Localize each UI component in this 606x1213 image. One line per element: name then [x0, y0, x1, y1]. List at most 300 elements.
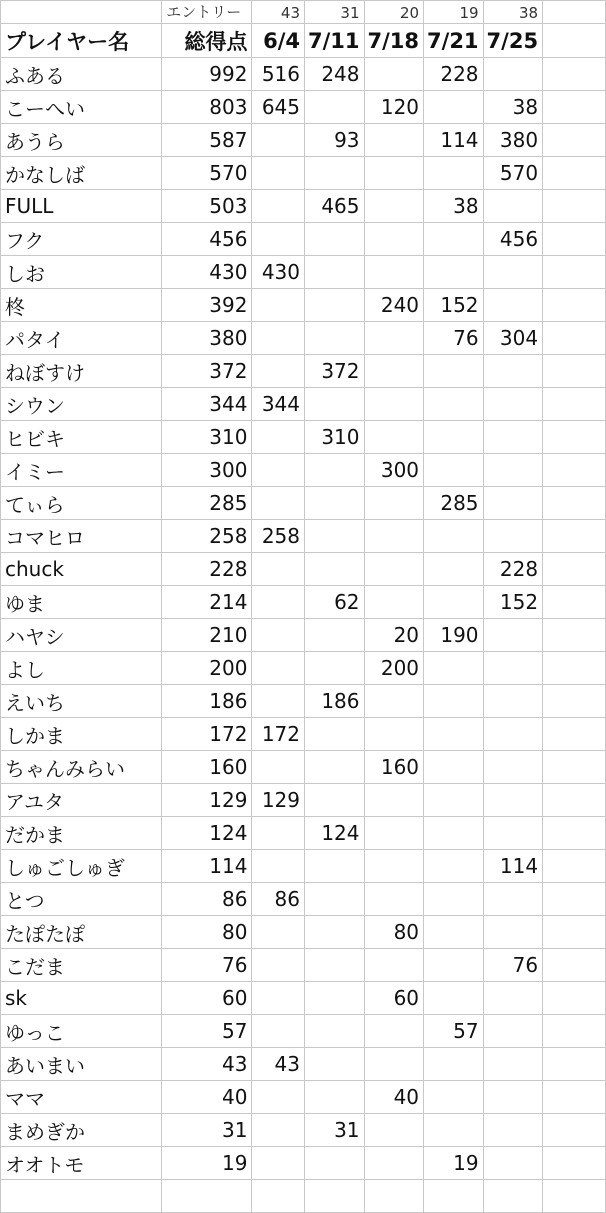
cell[interactable]: [543, 949, 606, 982]
total-score-cell[interactable]: 114: [162, 850, 252, 883]
score-cell[interactable]: [424, 817, 484, 850]
score-cell[interactable]: [364, 388, 424, 421]
player-name-cell[interactable]: まめぎか: [1, 1114, 162, 1147]
total-score-cell[interactable]: [162, 1180, 252, 1213]
total-score-cell[interactable]: 76: [162, 949, 252, 982]
score-cell[interactable]: [483, 487, 543, 520]
score-cell[interactable]: [305, 322, 365, 355]
score-cell[interactable]: [483, 784, 543, 817]
total-score-cell[interactable]: 310: [162, 421, 252, 454]
player-name-cell[interactable]: こーへい: [1, 91, 162, 124]
score-cell[interactable]: 228: [424, 58, 484, 91]
score-cell[interactable]: [305, 1081, 365, 1114]
player-name-cell[interactable]: [1, 1180, 162, 1213]
score-cell[interactable]: [305, 256, 365, 289]
score-cell[interactable]: [305, 850, 365, 883]
total-score-cell[interactable]: 456: [162, 223, 252, 256]
score-cell[interactable]: [305, 1048, 365, 1081]
score-cell[interactable]: 285: [424, 487, 484, 520]
total-score-cell[interactable]: 372: [162, 355, 252, 388]
total-score-cell[interactable]: 430: [162, 256, 252, 289]
player-name-cell[interactable]: かなしば: [1, 157, 162, 190]
score-cell[interactable]: [424, 454, 484, 487]
score-cell[interactable]: [364, 256, 424, 289]
total-score-cell[interactable]: 344: [162, 388, 252, 421]
cell[interactable]: [543, 58, 606, 91]
score-cell[interactable]: [252, 487, 305, 520]
player-name-cell[interactable]: しお: [1, 256, 162, 289]
score-cell[interactable]: [252, 124, 305, 157]
entry-count-cell[interactable]: 20: [364, 1, 424, 24]
date-header[interactable]: 7/25: [483, 24, 543, 58]
score-cell[interactable]: 456: [483, 223, 543, 256]
score-cell[interactable]: [305, 784, 365, 817]
score-cell[interactable]: 40: [364, 1081, 424, 1114]
score-cell[interactable]: [424, 421, 484, 454]
cell[interactable]: [543, 916, 606, 949]
total-score-cell[interactable]: 186: [162, 685, 252, 718]
cell[interactable]: [543, 520, 606, 553]
score-cell[interactable]: [364, 817, 424, 850]
score-cell[interactable]: [483, 58, 543, 91]
score-cell[interactable]: [483, 916, 543, 949]
total-score-cell[interactable]: 570: [162, 157, 252, 190]
score-cell[interactable]: [364, 487, 424, 520]
score-cell[interactable]: [424, 916, 484, 949]
score-cell[interactable]: 172: [252, 718, 305, 751]
score-cell[interactable]: 372: [305, 355, 365, 388]
score-cell[interactable]: [305, 718, 365, 751]
cell[interactable]: [543, 388, 606, 421]
player-name-cell[interactable]: ヒビキ: [1, 421, 162, 454]
score-cell[interactable]: [305, 520, 365, 553]
score-cell[interactable]: [424, 157, 484, 190]
score-cell[interactable]: [252, 751, 305, 784]
score-cell[interactable]: 152: [483, 586, 543, 619]
cell[interactable]: [543, 454, 606, 487]
total-score-cell[interactable]: 129: [162, 784, 252, 817]
entry-label-cell[interactable]: エントリー: [162, 1, 252, 24]
score-cell[interactable]: [305, 619, 365, 652]
player-name-cell[interactable]: フク: [1, 223, 162, 256]
score-cell[interactable]: [483, 454, 543, 487]
score-cell[interactable]: [252, 553, 305, 586]
score-cell[interactable]: [252, 1015, 305, 1048]
score-cell[interactable]: [252, 1180, 305, 1213]
total-score-cell[interactable]: 380: [162, 322, 252, 355]
player-name-cell[interactable]: イミー: [1, 454, 162, 487]
score-cell[interactable]: [483, 421, 543, 454]
score-cell[interactable]: [252, 817, 305, 850]
table-row: [1, 1081, 606, 1114]
total-score-cell[interactable]: 210: [162, 619, 252, 652]
score-cell[interactable]: [483, 1048, 543, 1081]
cell[interactable]: [543, 1081, 606, 1114]
cell[interactable]: [543, 718, 606, 751]
score-cell[interactable]: [364, 586, 424, 619]
player-name-cell[interactable]: sk: [1, 982, 162, 1015]
total-score-cell[interactable]: 124: [162, 817, 252, 850]
score-cell[interactable]: [305, 157, 365, 190]
score-cell[interactable]: [252, 223, 305, 256]
player-name-cell[interactable]: ママ: [1, 1081, 162, 1114]
score-cell[interactable]: [364, 1180, 424, 1213]
score-cell[interactable]: [424, 586, 484, 619]
cell[interactable]: [543, 355, 606, 388]
score-cell[interactable]: [364, 1048, 424, 1081]
score-cell[interactable]: [305, 1015, 365, 1048]
score-cell[interactable]: [364, 355, 424, 388]
score-cell[interactable]: [424, 1114, 484, 1147]
score-cell[interactable]: 114: [424, 124, 484, 157]
score-cell[interactable]: [483, 685, 543, 718]
score-cell[interactable]: 60: [364, 982, 424, 1015]
cell[interactable]: [543, 256, 606, 289]
score-cell[interactable]: [483, 718, 543, 751]
cell[interactable]: [543, 685, 606, 718]
score-cell[interactable]: [483, 289, 543, 322]
score-cell[interactable]: [483, 1147, 543, 1180]
total-score-cell[interactable]: 200: [162, 652, 252, 685]
cell[interactable]: [543, 190, 606, 223]
score-cell[interactable]: [305, 289, 365, 322]
score-cell[interactable]: 124: [305, 817, 365, 850]
score-cell[interactable]: 344: [252, 388, 305, 421]
score-cell[interactable]: [364, 883, 424, 916]
score-cell[interactable]: [364, 322, 424, 355]
score-cell[interactable]: 310: [305, 421, 365, 454]
score-cell[interactable]: [364, 553, 424, 586]
score-cell[interactable]: [424, 949, 484, 982]
score-cell[interactable]: [305, 883, 365, 916]
entry-count-cell[interactable]: 38: [483, 1, 543, 24]
score-cell[interactable]: [424, 685, 484, 718]
score-cell[interactable]: [483, 1180, 543, 1213]
score-cell[interactable]: [305, 1147, 365, 1180]
score-cell[interactable]: [305, 223, 365, 256]
cell[interactable]: [1, 1, 162, 24]
total-score-cell[interactable]: 258: [162, 520, 252, 553]
score-cell[interactable]: 300: [364, 454, 424, 487]
score-cell[interactable]: [305, 553, 365, 586]
score-cell[interactable]: [252, 586, 305, 619]
score-cell[interactable]: [424, 553, 484, 586]
score-cell[interactable]: 38: [483, 91, 543, 124]
table-row: [1, 223, 606, 256]
cell[interactable]: [543, 322, 606, 355]
score-cell[interactable]: [424, 718, 484, 751]
score-cell[interactable]: [424, 652, 484, 685]
player-name-cell[interactable]: ちゃんみらい: [1, 751, 162, 784]
player-name-cell[interactable]: FULL: [1, 190, 162, 223]
score-cell[interactable]: [483, 619, 543, 652]
score-cell[interactable]: [364, 784, 424, 817]
score-cell[interactable]: [424, 982, 484, 1015]
cell[interactable]: [543, 751, 606, 784]
score-cell[interactable]: [424, 883, 484, 916]
score-cell[interactable]: [424, 1081, 484, 1114]
score-cell[interactable]: [252, 289, 305, 322]
score-cell[interactable]: [252, 652, 305, 685]
total-score-cell[interactable]: 19: [162, 1147, 252, 1180]
total-score-cell[interactable]: 57: [162, 1015, 252, 1048]
player-name-cell[interactable]: chuck: [1, 553, 162, 586]
player-name-header[interactable]: プレイヤー名: [1, 24, 162, 58]
score-cell[interactable]: [305, 1180, 365, 1213]
total-score-cell[interactable]: 214: [162, 586, 252, 619]
total-score-cell[interactable]: 285: [162, 487, 252, 520]
score-cell[interactable]: [483, 1015, 543, 1048]
score-cell[interactable]: [483, 388, 543, 421]
cell[interactable]: [543, 223, 606, 256]
score-cell[interactable]: [305, 487, 365, 520]
player-name-cell[interactable]: ゆま: [1, 586, 162, 619]
score-cell[interactable]: 160: [364, 751, 424, 784]
entry-count-cell[interactable]: 19: [424, 1, 484, 24]
score-cell[interactable]: [364, 685, 424, 718]
score-cell[interactable]: [364, 58, 424, 91]
score-cell[interactable]: [364, 520, 424, 553]
score-cell[interactable]: 186: [305, 685, 365, 718]
total-score-cell[interactable]: 300: [162, 454, 252, 487]
score-cell[interactable]: 120: [364, 91, 424, 124]
score-cell[interactable]: [364, 1015, 424, 1048]
score-cell[interactable]: [364, 223, 424, 256]
score-cell[interactable]: [305, 949, 365, 982]
score-cell[interactable]: 645: [252, 91, 305, 124]
score-cell[interactable]: [252, 685, 305, 718]
entry-count-cell[interactable]: 31: [305, 1, 365, 24]
score-cell[interactable]: [252, 949, 305, 982]
cell[interactable]: [543, 1147, 606, 1180]
score-cell[interactable]: 93: [305, 124, 365, 157]
total-score-cell[interactable]: 172: [162, 718, 252, 751]
total-score-cell[interactable]: 587: [162, 124, 252, 157]
cell[interactable]: [543, 289, 606, 322]
cell[interactable]: [543, 652, 606, 685]
player-name-cell[interactable]: あうら: [1, 124, 162, 157]
player-name-cell[interactable]: 柊: [1, 289, 162, 322]
player-name-cell[interactable]: しかま: [1, 718, 162, 751]
score-cell[interactable]: [252, 322, 305, 355]
total-score-cell[interactable]: 60: [162, 982, 252, 1015]
score-cell[interactable]: [252, 850, 305, 883]
score-cell[interactable]: [252, 454, 305, 487]
score-cell[interactable]: [364, 421, 424, 454]
cell[interactable]: [543, 817, 606, 850]
total-score-cell[interactable]: 228: [162, 553, 252, 586]
player-name-cell[interactable]: アユタ: [1, 784, 162, 817]
score-cell[interactable]: 190: [424, 619, 484, 652]
score-cell[interactable]: [483, 520, 543, 553]
score-cell[interactable]: 31: [305, 1114, 365, 1147]
cell[interactable]: [543, 619, 606, 652]
score-cell[interactable]: [252, 916, 305, 949]
cell[interactable]: [543, 784, 606, 817]
score-cell[interactable]: [424, 751, 484, 784]
cell[interactable]: [543, 883, 606, 916]
score-cell[interactable]: 86: [252, 883, 305, 916]
player-name-cell[interactable]: コマヒロ: [1, 520, 162, 553]
score-cell[interactable]: [305, 388, 365, 421]
score-cell[interactable]: [483, 751, 543, 784]
score-cell[interactable]: [252, 421, 305, 454]
player-name-cell[interactable]: てぃら: [1, 487, 162, 520]
player-name-cell[interactable]: シウン: [1, 388, 162, 421]
total-score-cell[interactable]: 80: [162, 916, 252, 949]
cell[interactable]: [543, 1114, 606, 1147]
score-cell[interactable]: 228: [483, 553, 543, 586]
score-cell[interactable]: 200: [364, 652, 424, 685]
cell[interactable]: [543, 1048, 606, 1081]
score-cell[interactable]: [424, 355, 484, 388]
total-score-cell[interactable]: 86: [162, 883, 252, 916]
date-header[interactable]: 7/11: [305, 24, 365, 58]
score-cell[interactable]: 62: [305, 586, 365, 619]
total-score-cell[interactable]: 160: [162, 751, 252, 784]
score-cell[interactable]: [252, 1147, 305, 1180]
score-cell[interactable]: [252, 1114, 305, 1147]
score-cell[interactable]: [252, 619, 305, 652]
cell[interactable]: [543, 487, 606, 520]
score-cell[interactable]: [483, 1114, 543, 1147]
score-cell[interactable]: [483, 256, 543, 289]
score-cell[interactable]: [483, 652, 543, 685]
score-cell[interactable]: 57: [424, 1015, 484, 1048]
total-score-cell[interactable]: 43: [162, 1048, 252, 1081]
table-row: [1, 850, 606, 883]
score-cell[interactable]: [305, 454, 365, 487]
player-name-cell[interactable]: ふある: [1, 58, 162, 91]
score-cell[interactable]: 380: [483, 124, 543, 157]
score-cell[interactable]: 304: [483, 322, 543, 355]
score-cell[interactable]: [364, 850, 424, 883]
score-cell[interactable]: [305, 982, 365, 1015]
player-name-cell[interactable]: しゅごしゅぎ: [1, 850, 162, 883]
player-name-cell[interactable]: とつ: [1, 883, 162, 916]
score-cell[interactable]: 465: [305, 190, 365, 223]
score-cell[interactable]: [364, 124, 424, 157]
score-cell[interactable]: [483, 190, 543, 223]
score-cell[interactable]: 570: [483, 157, 543, 190]
score-cell[interactable]: [424, 388, 484, 421]
player-name-cell[interactable]: たぽたぽ: [1, 916, 162, 949]
score-cell[interactable]: [252, 157, 305, 190]
score-cell[interactable]: [252, 190, 305, 223]
score-cell[interactable]: [305, 916, 365, 949]
cell[interactable]: [543, 421, 606, 454]
score-cell[interactable]: 430: [252, 256, 305, 289]
score-cell[interactable]: [483, 982, 543, 1015]
score-cell[interactable]: [252, 355, 305, 388]
score-cell[interactable]: 20: [364, 619, 424, 652]
total-score-cell[interactable]: 503: [162, 190, 252, 223]
score-cell[interactable]: 129: [252, 784, 305, 817]
score-cell[interactable]: 80: [364, 916, 424, 949]
score-cell[interactable]: [364, 949, 424, 982]
score-cell[interactable]: 76: [483, 949, 543, 982]
score-cell[interactable]: 240: [364, 289, 424, 322]
score-cell[interactable]: [305, 91, 365, 124]
date-header[interactable]: 7/18: [364, 24, 424, 58]
score-cell[interactable]: [483, 1081, 543, 1114]
score-cell[interactable]: [364, 1147, 424, 1180]
player-name-cell[interactable]: ハヤシ: [1, 619, 162, 652]
date-header[interactable]: 6/4: [252, 24, 305, 58]
score-cell[interactable]: 516: [252, 58, 305, 91]
cell[interactable]: [543, 850, 606, 883]
player-name-cell[interactable]: オオトモ: [1, 1147, 162, 1180]
player-name-cell[interactable]: こだま: [1, 949, 162, 982]
total-score-cell[interactable]: 803: [162, 91, 252, 124]
cell[interactable]: [543, 1015, 606, 1048]
cell[interactable]: [543, 1180, 606, 1213]
cell[interactable]: [543, 982, 606, 1015]
score-cell[interactable]: 114: [483, 850, 543, 883]
player-name-cell[interactable]: よし: [1, 652, 162, 685]
score-cell[interactable]: [424, 784, 484, 817]
score-cell[interactable]: [424, 223, 484, 256]
score-cell[interactable]: 248: [305, 58, 365, 91]
score-cell[interactable]: [305, 652, 365, 685]
score-cell[interactable]: 152: [424, 289, 484, 322]
player-name-cell[interactable]: あいまい: [1, 1048, 162, 1081]
score-cell[interactable]: [424, 256, 484, 289]
cell[interactable]: [543, 586, 606, 619]
total-score-cell[interactable]: 992: [162, 58, 252, 91]
entry-count-cell[interactable]: 43: [252, 1, 305, 24]
cell[interactable]: [543, 1, 606, 24]
score-cell[interactable]: 43: [252, 1048, 305, 1081]
score-cell[interactable]: 258: [252, 520, 305, 553]
score-cell[interactable]: [424, 520, 484, 553]
player-name-cell[interactable]: パタイ: [1, 322, 162, 355]
total-score-header[interactable]: 総得点: [162, 24, 252, 58]
cell[interactable]: [543, 157, 606, 190]
score-cell[interactable]: [364, 157, 424, 190]
score-cell[interactable]: [424, 850, 484, 883]
cell[interactable]: [543, 91, 606, 124]
total-score-cell[interactable]: 40: [162, 1081, 252, 1114]
score-cell[interactable]: 19: [424, 1147, 484, 1180]
date-header[interactable]: 7/21: [424, 24, 484, 58]
total-score-cell[interactable]: 31: [162, 1114, 252, 1147]
player-name-cell[interactable]: ねぼすけ: [1, 355, 162, 388]
score-cell[interactable]: [483, 355, 543, 388]
score-cell[interactable]: [305, 751, 365, 784]
score-cell[interactable]: [364, 190, 424, 223]
cell[interactable]: [543, 124, 606, 157]
total-score-cell[interactable]: 392: [162, 289, 252, 322]
score-cell[interactable]: [252, 1081, 305, 1114]
score-cell[interactable]: [483, 883, 543, 916]
score-cell[interactable]: [483, 817, 543, 850]
score-cell[interactable]: [424, 1180, 484, 1213]
table-row: [1, 124, 606, 157]
player-name-cell[interactable]: ゆっこ: [1, 1015, 162, 1048]
player-name-cell[interactable]: えいち: [1, 685, 162, 718]
cell[interactable]: [543, 24, 606, 58]
cell[interactable]: [543, 553, 606, 586]
score-cell[interactable]: 38: [424, 190, 484, 223]
score-cell[interactable]: [424, 1048, 484, 1081]
score-cell[interactable]: [364, 1114, 424, 1147]
player-name-cell[interactable]: だかま: [1, 817, 162, 850]
score-cell[interactable]: [252, 982, 305, 1015]
score-cell[interactable]: [364, 718, 424, 751]
score-cell[interactable]: [424, 91, 484, 124]
score-cell[interactable]: 76: [424, 322, 484, 355]
